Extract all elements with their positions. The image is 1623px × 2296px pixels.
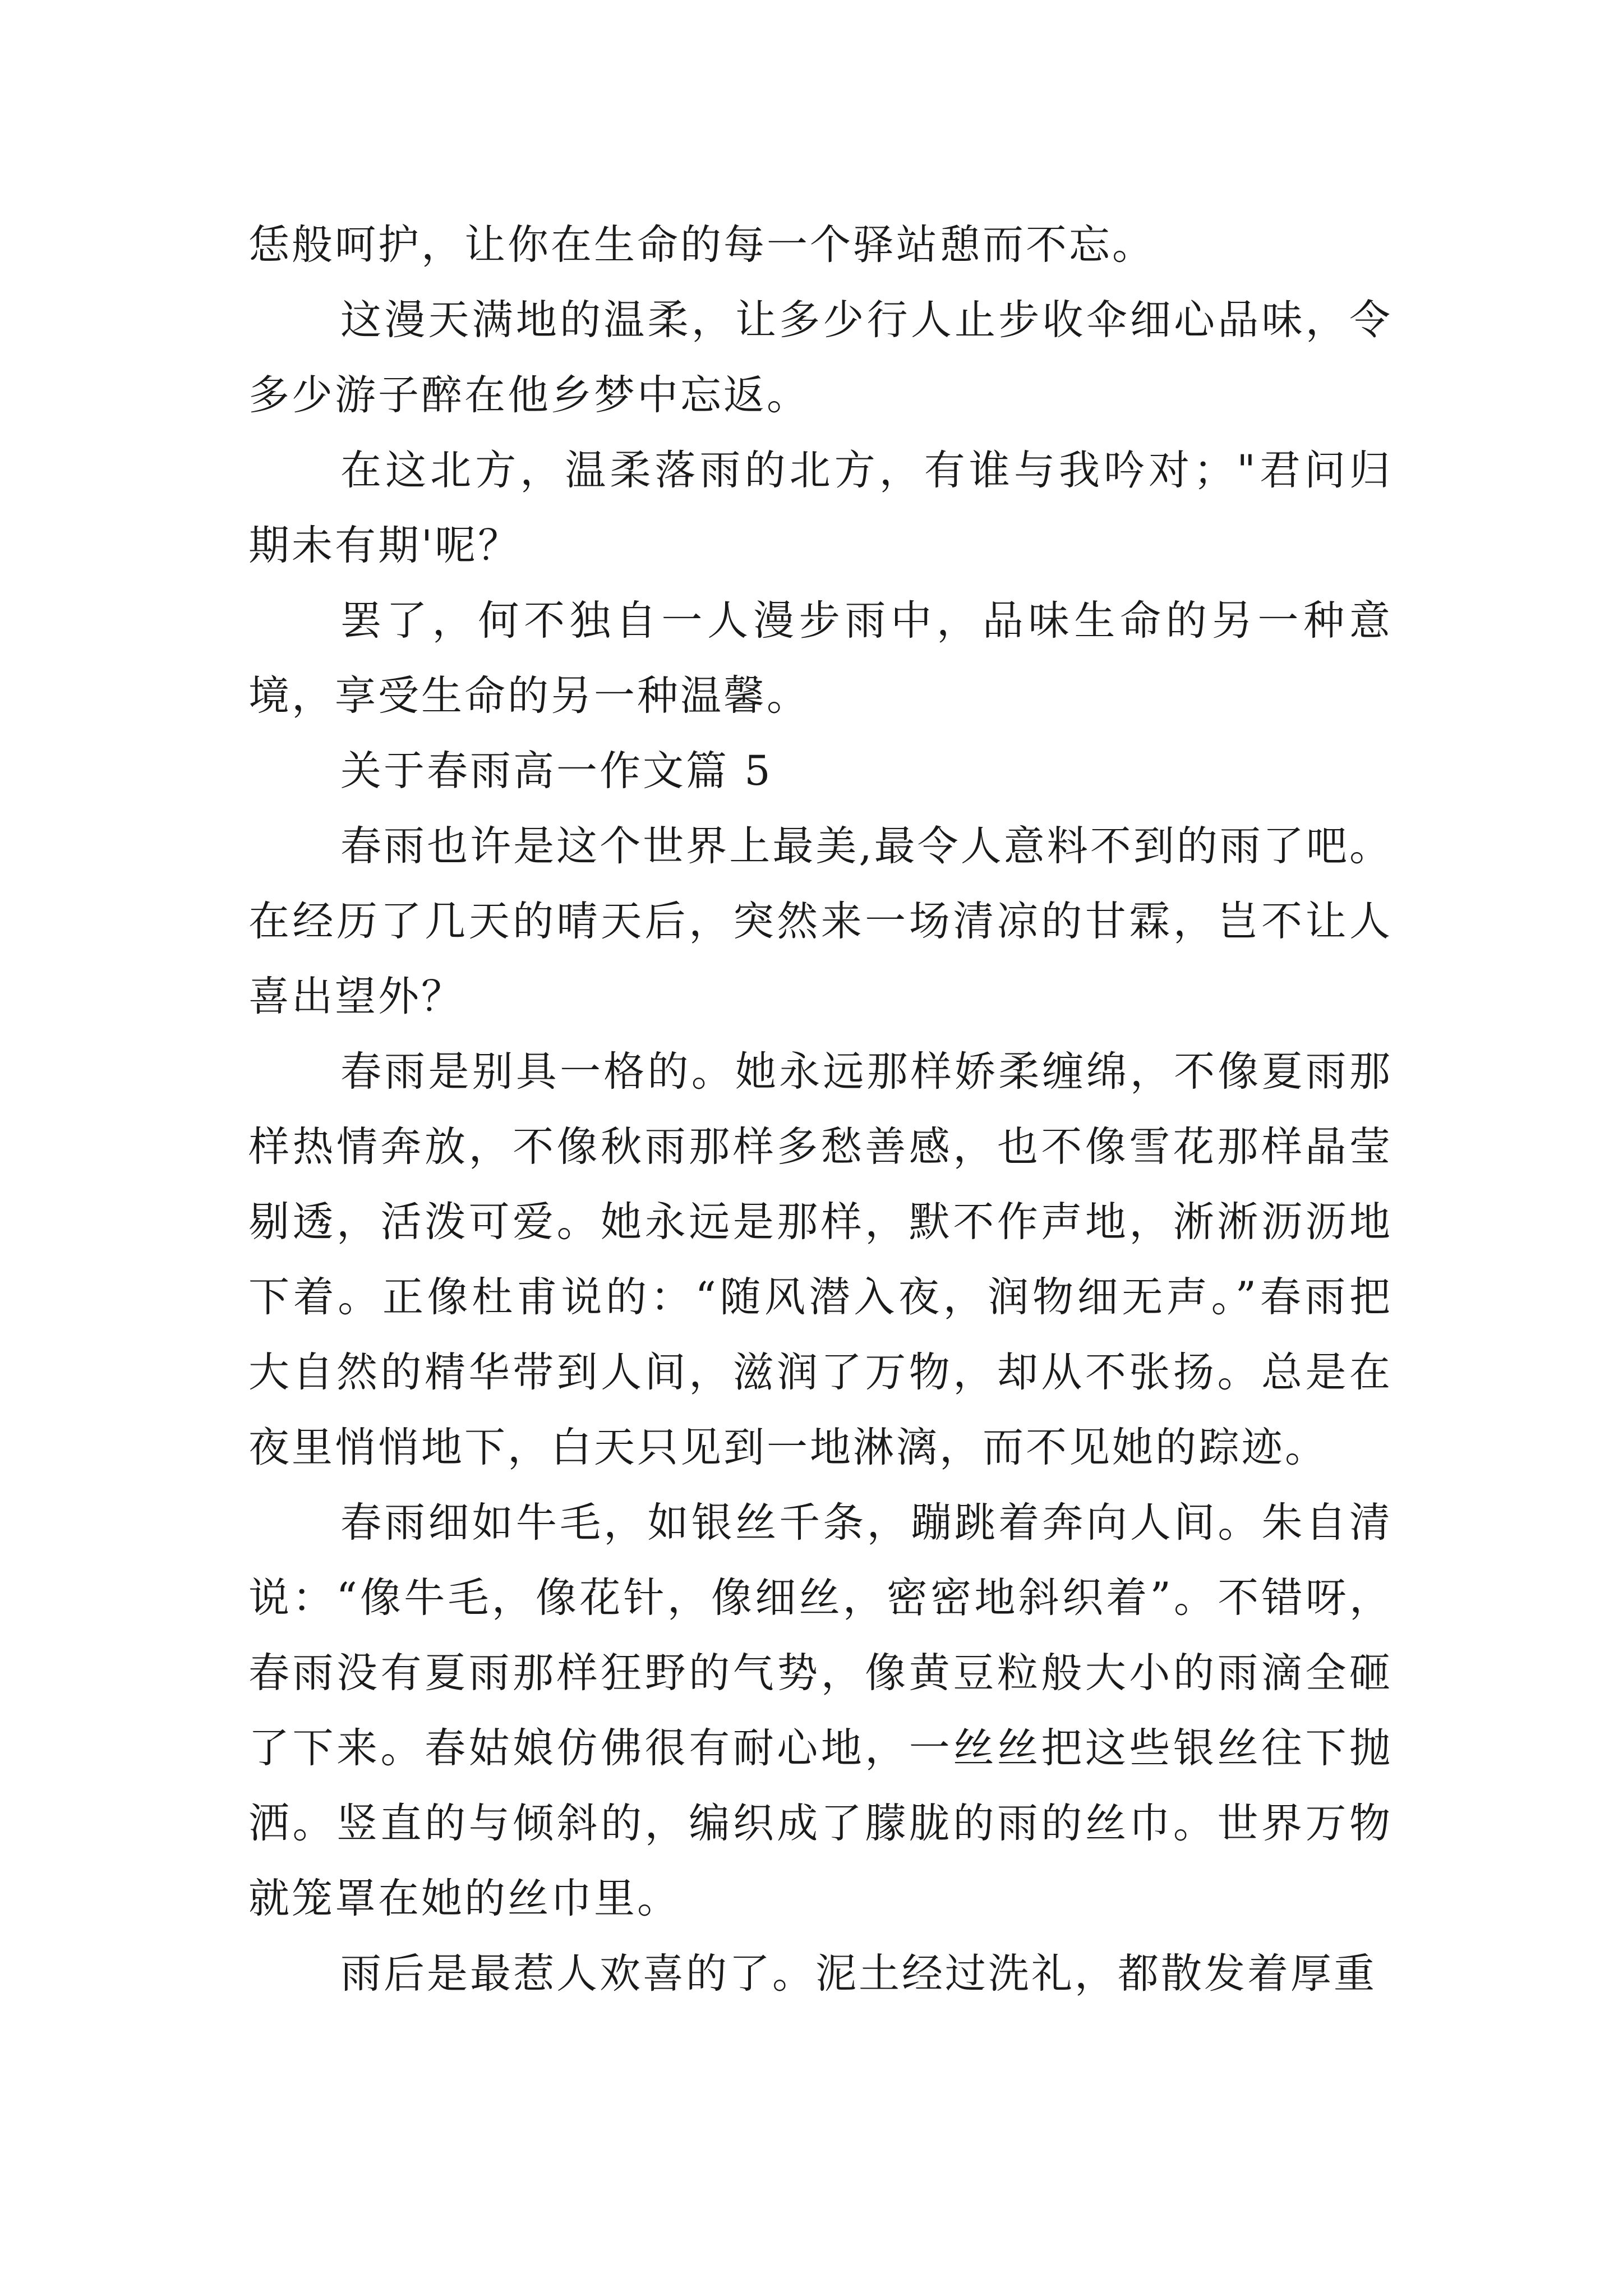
section-heading: 关于春雨高一作文篇 5 bbox=[340, 747, 773, 795]
paragraph-9: 雨后是最惹人欢喜的了。泥土经过洗礼，都散发着厚重 bbox=[340, 1950, 1377, 1998]
paragraph-3: 在这北方，温柔落雨的北方，有谁与我吟对；"君问归期未有期'呢？ bbox=[248, 447, 1393, 569]
document-body bbox=[248, 208, 1393, 2012]
paragraph-6: 春雨也许是这个世界上最美,最令人意料不到的雨了吧。在经历了几天的晴天后，突然来一场清凉的甘霖，岂不让人喜出望外？ bbox=[248, 822, 1393, 1020]
paragraph-2: 这漫天满地的温柔，让多少行人止步收伞细心品味，令多少游子醉在他乡梦中忘返。 bbox=[248, 296, 1393, 419]
paragraph-7: 春雨是别具一格的。她永远那样娇柔缠绵，不像夏雨那样热情奔放，不像秋雨那样多愁善感，也不像雪花那样晶莹剔透，活泼可爱。她永远是那样，默不作声地，淅淅沥沥地下着。正像杜甫说的：“随风潜入夜，润物细无声。”春雨把大自然的精华带到人间，滋润了万物，却从不张扬。总是在夜里悄悄地下，白天只见到一地淋漓，而不见她的踪迹。 bbox=[248, 1048, 1393, 1471]
paragraph-1: 恁般呵护，让你在生命的每一个驿站憩而不忘。 bbox=[248, 221, 1155, 269]
paragraph-4: 罢了，何不独自一人漫步雨中，品味生命的另一种意境，享受生命的另一种温馨。 bbox=[248, 597, 1393, 720]
paragraph-8: 春雨细如牛毛，如银丝千条，蹦跳着奔向人间。朱自清说：“像牛毛，像花针，像细丝，密密地斜织着”。不错呀，春雨没有夏雨那样狂野的气势，像黄豆粒般大小的雨滴全砸了下来。春姑娘仿佛很有耐心地，一丝丝把这些银丝往下抛洒。竖直的与倾斜的，编织成了朦胧的雨的丝巾。世界万物就笼罩在她的丝巾里。 bbox=[248, 1499, 1393, 1922]
